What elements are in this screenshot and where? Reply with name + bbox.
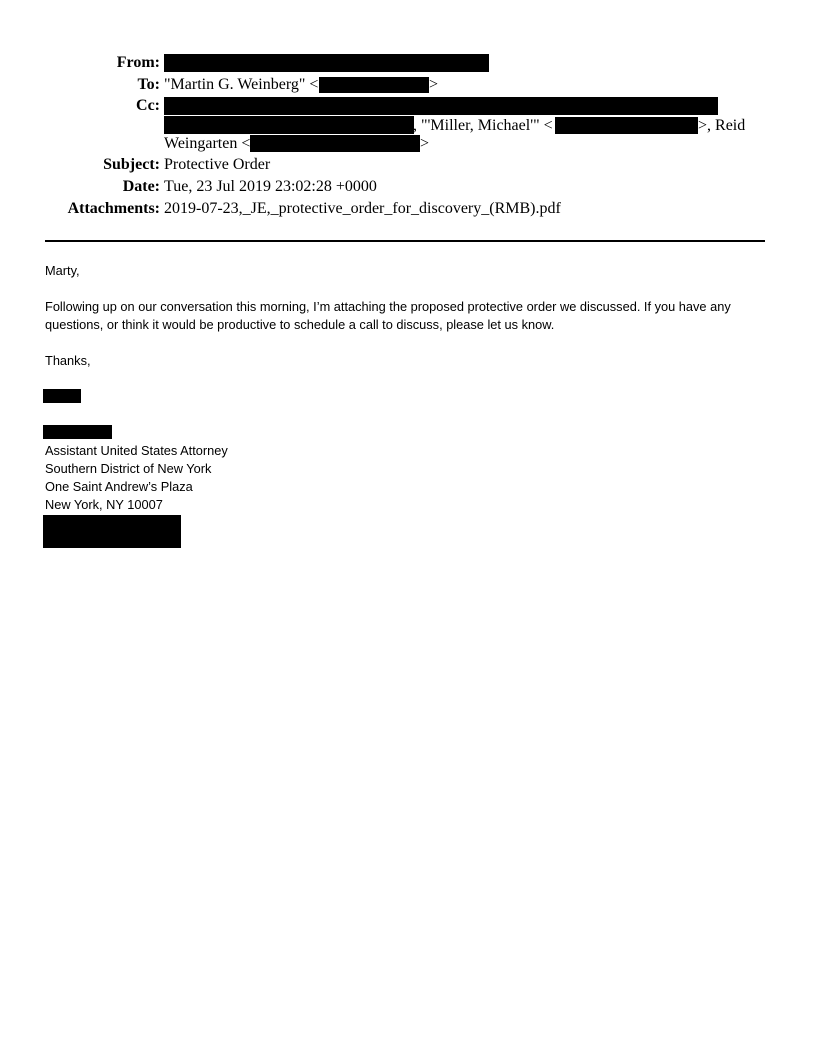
signature-address1: One Saint Andrew’s Plaza [45,479,193,494]
signature-title: Assistant United States Attorney [45,443,228,458]
header-divider [45,240,765,242]
cc-label: Cc: [136,97,160,114]
body-paragraph-line2: questions, or think it would be productive to schedule a call to discuss, please let us know. [45,317,555,332]
signature-office: Southern District of New York [45,461,212,476]
signature-address2: New York, NY 10007 [45,497,163,512]
cc-value-miller: , "'Miller, Michael'" < [413,117,553,134]
subject-value: Protective Order [164,156,271,173]
cc-value-weingarten-end: > [420,135,430,152]
redaction-cc-line3 [250,135,420,152]
redaction-to-email [319,77,429,93]
date-label: Date: [122,178,160,195]
redaction-from [164,54,489,72]
from-label: From: [116,54,160,71]
cc-value-weingarten: Weingarten < [164,135,251,152]
cc-value-reid: >, Reid [698,117,746,134]
redaction-signer-short [43,389,81,403]
attachments-value: 2019-07-23,_JE,_protective_order_for_discovery_(RMB).pdf [164,200,561,217]
date-value: Tue, 23 Jul 2019 23:02:28 +0000 [164,178,377,195]
redaction-cc-line2b [555,117,698,134]
redaction-cc-line1 [164,97,718,115]
to-value-end: > [429,76,439,93]
body-paragraph-line1: Following up on our conversation this morning, I’m attaching the proposed protective order we discussed. If you have any [45,299,731,314]
subject-label: Subject: [103,156,160,173]
redaction-signer-name [43,425,112,439]
redaction-cc-line2a [164,116,414,134]
to-label: To: [137,76,160,93]
to-value-start: "Martin G. Weinberg" < [164,76,319,93]
attachments-label: Attachments: [67,200,160,217]
redaction-phone [43,515,181,548]
closing: Thanks, [45,353,91,368]
greeting: Marty, [45,263,80,278]
